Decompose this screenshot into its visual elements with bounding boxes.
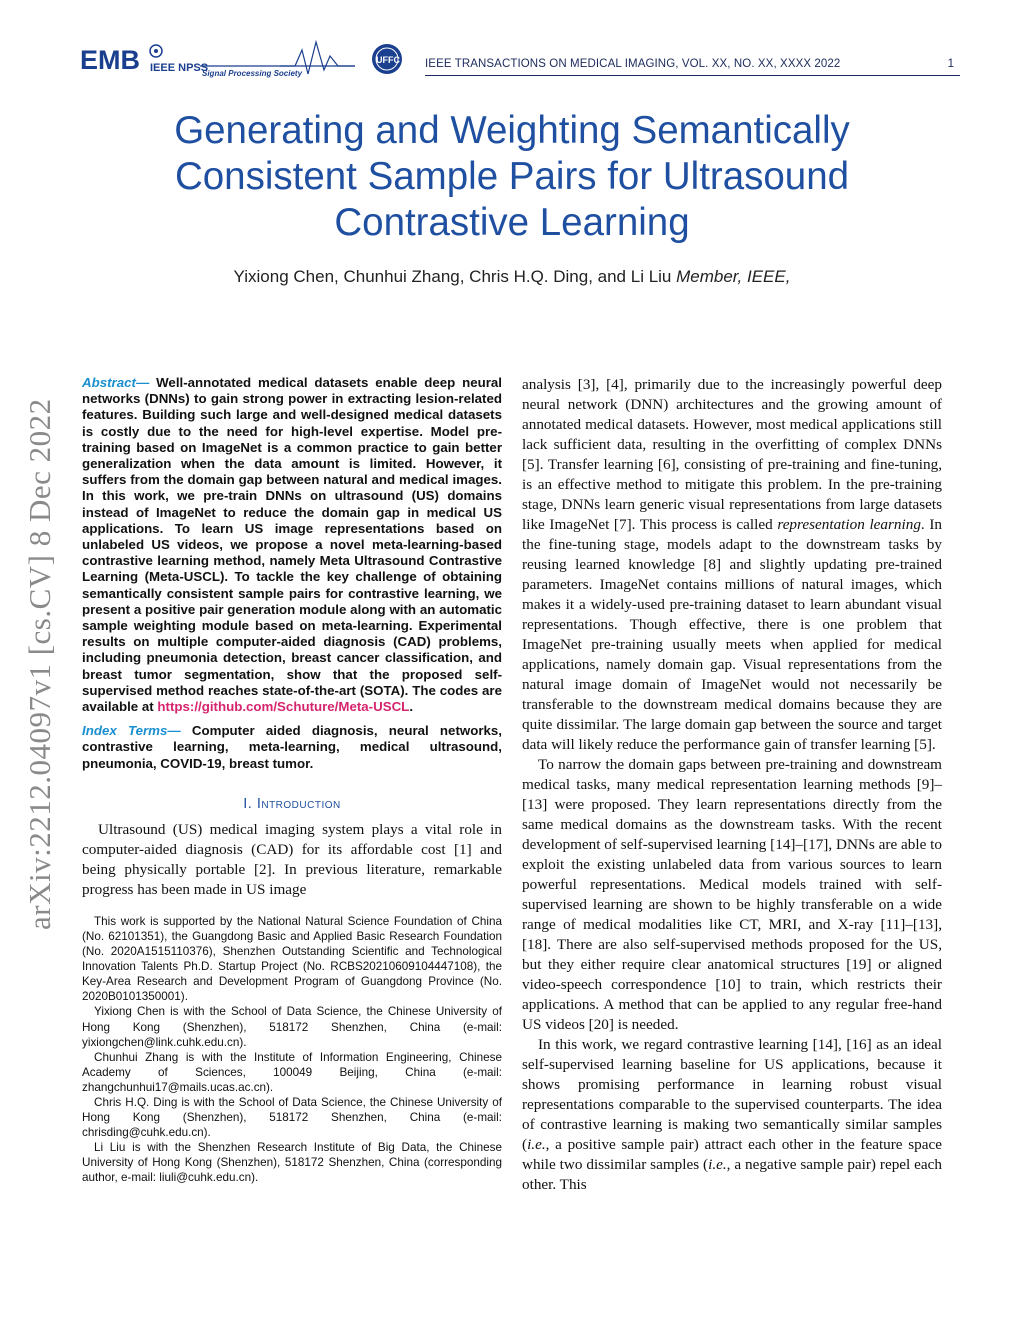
p3-ie-1: i.e. [527, 1136, 546, 1153]
abstract-end: . [409, 699, 414, 715]
title-line-3: Contrastive Learning [334, 201, 690, 244]
right-column [522, 375, 942, 1195]
p3-part-a: In this work, we regard contrastive learning [14], [16] as an ideal self-supervised learning baseline for US applications, because it shows promising performance in learning robust visual representations comparable to the supervised counterparts. The idea of contrastive learning is making two semantically similar samples ( [522, 1036, 942, 1153]
uffc-logo [372, 44, 402, 74]
author-membership: Member, IEEE, [676, 267, 791, 286]
footnote-author-1: Yixiong Chen is with the School of Data Science, the Chinese University of Hong Kong (Shenzhen), 518172 Shenzhen, China (e-mail: yixiongchen@link.cuhk.edu.cn). [82, 1005, 502, 1049]
footnotes [82, 914, 502, 1186]
title-line-2: Consistent Sample Pairs for Ultrasound [174, 155, 850, 198]
footnote-author-4: Li Liu is with the Shenzhen Research Institute of Big Data, the Chinese University of Hong Kong (Shenzhen), 518172 Shenzhen, China (corresponding author, e-mail: liuli@cuhk.edu.cn). [82, 1141, 502, 1185]
ieee-npss-logo [150, 45, 208, 74]
p3-part-b: , a positive sample pair) attract each other in the feature space while two dissimilar samples ( [522, 1136, 942, 1173]
section-title: Introduction [256, 795, 341, 812]
section-heading-introduction [82, 796, 502, 812]
author-list [80, 267, 944, 287]
emb-logo-text: EMB [80, 45, 140, 75]
p3-ie-2: i.e. [708, 1156, 727, 1173]
abstract [82, 375, 502, 715]
page-number: 1 [947, 58, 954, 70]
emb-logo [80, 45, 140, 75]
ieee-npss-logo-text: IEEE NPSS [150, 62, 209, 74]
ieee-signal-processing-society-logo [200, 42, 355, 78]
arxiv-stamp: arXiv:2212.04097v1 [cs.CV] 8 Dec 2022 [22, 398, 57, 930]
society-logos [80, 40, 420, 78]
intro-paragraph-2: To narrow the domain gaps between pre-training and downstream medical tasks, many medical representation learning methods [9]–[13] were proposed. They learn representations directly from the same medical domains as the downstream tasks. With the recent development of self-supervised learning [14]–[17], DNNs are able to exploit the existing unlabeled data from various sources to learn powerful representations. Medical models trained with self-supervised learning are shown to be highly transferable on a wide range of medical modalities like CT, MRI, and X-ray [11]–[13], [18]. There are also self-supervised methods proposed for the US, but they either require clear anatomical structures [19] or aligned video-speech correspondence [10] to train, which restricts their applications. A method that can be applied to any regular free-hand US videos [20] is needed. [522, 756, 942, 1033]
footnote-funding: This work is supported by the National Natural Science Foundation of China (No. 62101351), the Guangdong Basic and Applied Basic Research Foundation (No. 2020A1515110376), Shenzhen Outstanding Scientific and Technological Innovation Talents Ph.D. Startup Project (No. RCBS20210609104447108), the Key-Area Research and Development Program of Guangdong Province (No. 2020B0101350001). [82, 914, 502, 1004]
sps-logo-text: Signal Processing Society [202, 69, 303, 78]
running-head: IEEE TRANSACTIONS ON MEDICAL IMAGING, VOL. XX, NO. XX, XXXX 2022 [425, 58, 841, 70]
header-rule [425, 75, 960, 76]
p1-emphasis: representation learning [777, 516, 921, 533]
intro-paragraph-1 [522, 375, 942, 755]
section-number: I. [243, 795, 253, 812]
left-column [82, 375, 502, 1186]
author-names: Yixiong Chen, Chunhui Zhang, Chris H.Q. Ding, and Li Liu [233, 267, 672, 286]
intro-paragraph-left: Ultrasound (US) medical imaging system plays a vital role in computer-aided diagnosis (CAD) for its affordable cost [1] and being physically portable [2]. In previous literature, remarkable progress has been made in US image [82, 820, 502, 898]
intro-paragraph-3 [522, 1035, 942, 1195]
p1-part-b: . In the fine-tuning stage, models adapt to the downstream tasks by reusing learned knowledge [8] and slightly updating pre-trained parameters. ImageNet contains millions of natural images, which makes it a widely-used pre-training dataset to learn abundant visual representations. Though effective, there is one problem that ImageNet pre-training usually meets when applied for medical applications, namely domain gap. Visual representations from the natural image domain of ImageNet would not necessarily be transferable to the downstream medical domains because they are quite dissimilar. The large domain gap between the source and target data will likely reduce the performance gain of transfer learning [5]. [522, 516, 943, 753]
footnote-author-3: Chris H.Q. Ding is with the School of Data Science, the Chinese University of Hong Kong (Shenzhen), 518172 Shenzhen, China (e-mail: chrisding@cuhk.edu.cn). [82, 1096, 502, 1140]
footnote-author-2: Chunhui Zhang is with the Institute of Information Engineering, Chinese Academy of Sciences, 100049 Beijing, China (e-mail: zhangchunhui17@mails.ucas.ac.cn). [82, 1050, 502, 1094]
index-terms-label: Index Terms— [82, 723, 181, 739]
abstract-label: Abstract— [82, 375, 150, 390]
abstract-text: Well-annotated medical datasets enable deep neural networks (DNNs) to gain strong power in extracting lesion-related features. Building such large and well-designed medical datasets is costly due to the need for high-level expertise. Model pre-training based on ImageNet is a common practice to gain better generalization when the data amount is limited. However, it suffers from the domain gap between natural and medical images. In this work, we pre-train DNNs on ultrasound (US) domains instead of ImageNet to reduce the domain gap in medical US applications. To learn US image representations based on unlabeled US videos, we propose a novel meta-learning-based contrastive learning method, namely Meta Ultrasound Contrastive Learning (Meta-USCL). To tackle the key challenge of obtaining semantically consistent sample pairs for contrastive learning, we present a positive pair generation module along with an automatic sample weighting module based on meta-learning. Experimental results on multiple computer-aided diagnosis (CAD) problems, including pneumonia detection, breast cancer classification, and breast tumor segmentation, show that the proposed self-supervised method reaches state-of-the-art (SOTA). The codes are available at [82, 375, 502, 715]
p3-part-c: , a negative sample pair) repel each other. This [522, 1156, 942, 1193]
uffc-logo-text: UFFC [376, 55, 400, 65]
paper-title [80, 108, 944, 246]
index-terms-text: Computer aided diagnosis, neural networks, contrastive learning, meta-learning, medical ultrasound, pneumonia, COVID-19, breast tumor. [82, 723, 503, 771]
p1-part-a: analysis [3], [4], primarily due to the increasingly powerful deep neural network (DNN) architectures and the growing amount of annotated medical datasets. However, most medical applications still lack sufficient data, resulting in the overfitting of complex DNNs [5]. Transfer learning [6], consisting of pre-training and fine-tuning, is an effective method to mitigate this problem. In the pre-training stage, DNNs learn generic visual representations from large datasets like ImageNet [7]. This process is called [522, 376, 942, 533]
page-header [80, 40, 960, 78]
code-link[interactable]: https://github.com/Schuture/Meta-USCL [157, 699, 410, 715]
index-terms [82, 723, 502, 772]
title-line-1: Generating and Weighting Semantically [174, 109, 850, 152]
